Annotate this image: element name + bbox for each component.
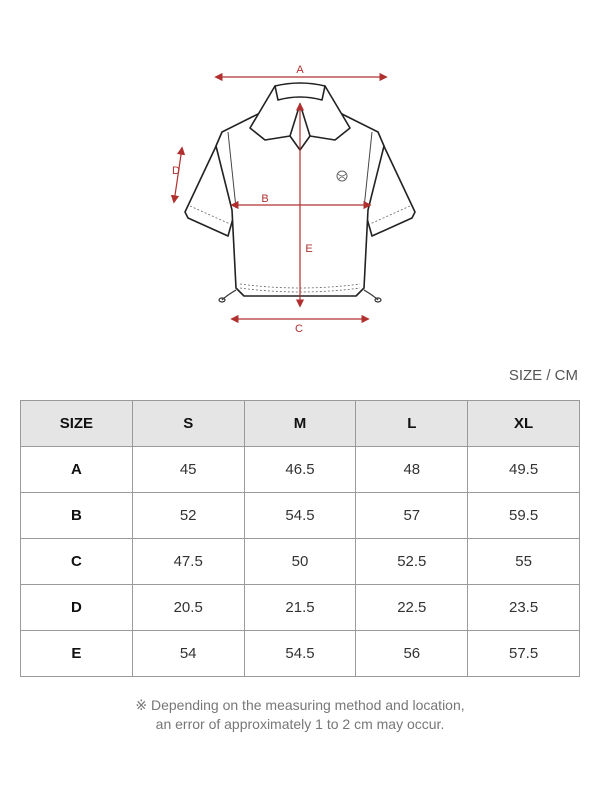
- row-label: B: [21, 493, 133, 539]
- table-row: [21, 539, 580, 585]
- table-cell: 46.5: [244, 447, 356, 493]
- table-cell: 52.5: [356, 539, 468, 585]
- label-d: D: [172, 165, 180, 177]
- header-l: L: [356, 401, 468, 447]
- row-label: E: [21, 631, 133, 677]
- label-e: E: [305, 243, 313, 255]
- table-row: [21, 631, 580, 677]
- row-label: D: [21, 585, 133, 631]
- table-cell: 20.5: [132, 585, 244, 631]
- table-cell: 54: [132, 631, 244, 677]
- row-label: A: [21, 447, 133, 493]
- label-b: B: [261, 193, 269, 205]
- table-cell: 54.5: [244, 631, 356, 677]
- garment-measurement-diagram: [160, 55, 440, 345]
- table-row: [21, 585, 580, 631]
- note-line-1: ※ Depending on the measuring method and location,: [135, 697, 465, 713]
- table-cell: 57.5: [468, 631, 580, 677]
- table-cell: 48: [356, 447, 468, 493]
- row-label: C: [21, 539, 133, 585]
- header-m: M: [244, 401, 356, 447]
- label-a: A: [296, 64, 304, 76]
- header-size: SIZE: [21, 401, 133, 447]
- measurement-note: [0, 696, 600, 734]
- table-cell: 23.5: [468, 585, 580, 631]
- label-c: C: [295, 323, 303, 335]
- size-table: [20, 400, 580, 677]
- table-cell: 47.5: [132, 539, 244, 585]
- unit-label: SIZE / CM: [508, 367, 578, 384]
- table-cell: 55: [468, 539, 580, 585]
- table-cell: 50: [244, 539, 356, 585]
- table-cell: 59.5: [468, 493, 580, 539]
- table-cell: 54.5: [244, 493, 356, 539]
- table-cell: 45: [132, 447, 244, 493]
- table-cell: 21.5: [244, 585, 356, 631]
- table-cell: 52: [132, 493, 244, 539]
- table-row: [21, 447, 580, 493]
- table-cell: 56: [356, 631, 468, 677]
- header-xl: XL: [468, 401, 580, 447]
- table-cell: 22.5: [356, 585, 468, 631]
- table-row: [21, 493, 580, 539]
- header-s: S: [132, 401, 244, 447]
- table-header-row: [21, 401, 580, 447]
- table-cell: 49.5: [468, 447, 580, 493]
- note-line-2: an error of approximately 1 to 2 cm may occur.: [155, 716, 445, 732]
- table-cell: 57: [356, 493, 468, 539]
